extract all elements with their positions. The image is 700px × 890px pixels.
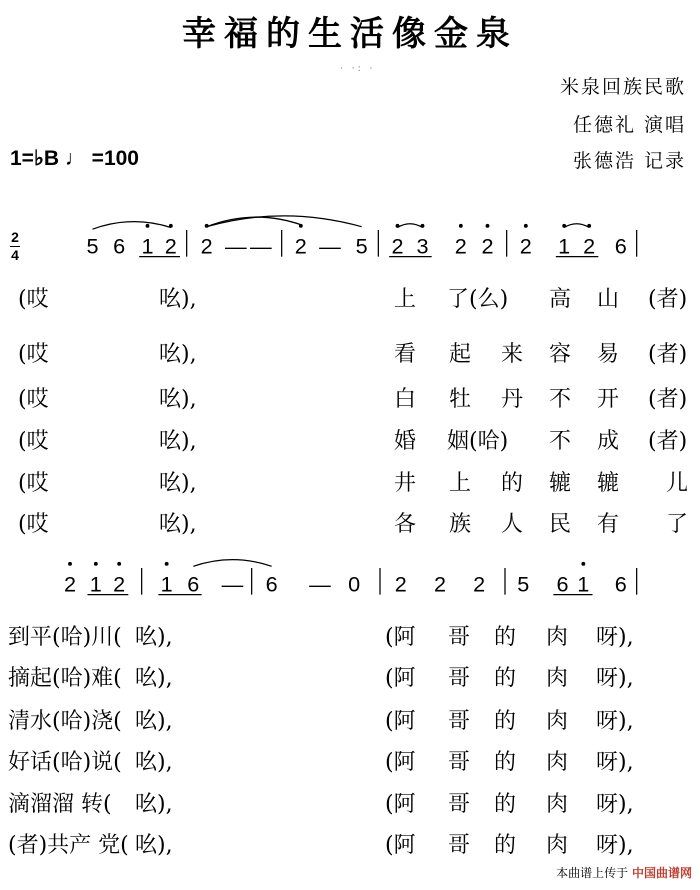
lyric: 白 <box>394 387 417 412</box>
lyric: 的 <box>494 625 517 650</box>
note: 1 <box>160 571 173 597</box>
lyric: 成 <box>597 429 620 454</box>
lyric: 呀), <box>596 833 634 858</box>
lyric: (哎 <box>18 342 49 367</box>
lyric: 呀), <box>596 792 634 817</box>
note: 2 <box>473 571 486 597</box>
note: — <box>319 233 341 259</box>
lyric: (阿 <box>385 709 416 734</box>
lyric: 好话(哈)说( <box>8 750 122 775</box>
lyric: 容 <box>549 342 572 367</box>
lyric: 易 <box>597 342 620 367</box>
note: 2 <box>583 233 596 259</box>
note: 1 <box>558 233 571 259</box>
lyric: 开 <box>597 387 620 412</box>
lyric: 的 <box>494 750 517 775</box>
note: 6 <box>187 571 200 597</box>
scan-noise: · ·: · <box>340 64 376 74</box>
lyric: 吆), <box>159 471 197 496</box>
note: 2 <box>481 233 494 259</box>
note: 5 <box>355 233 368 259</box>
lyric: 不 <box>549 387 572 412</box>
note: — <box>221 571 244 597</box>
lyric: 哥 <box>448 625 471 650</box>
lyric: 丹 <box>501 387 524 412</box>
lyric: 吆), <box>159 342 197 367</box>
lyric: (阿 <box>385 792 416 817</box>
song-title: 幸福的生活像金泉 <box>182 14 518 54</box>
lyric: (阿 <box>385 833 416 858</box>
lyric: 吆), <box>135 833 173 858</box>
note: — <box>250 233 272 259</box>
lyric: 肉 <box>546 833 569 858</box>
note: 2 <box>519 233 532 259</box>
lyric: (者) <box>648 429 688 454</box>
lyric: 哥 <box>448 666 471 691</box>
lyric: 的 <box>494 833 517 858</box>
lyric: 吆), <box>159 387 197 412</box>
credit-singer: 任德礼 演唱 <box>572 114 686 136</box>
credit-origin: 米泉回族民歌 <box>559 76 686 98</box>
lyric: 辘 <box>549 471 572 496</box>
lyric: 看 <box>394 342 417 367</box>
lyric: 了 <box>666 512 689 537</box>
lyric: 人 <box>501 512 524 537</box>
lyric: 吆), <box>135 666 173 691</box>
lyric: 的 <box>494 709 517 734</box>
lyric: (哎 <box>18 429 49 454</box>
lyric: 婚 <box>394 429 417 454</box>
lyric: 吆), <box>135 750 173 775</box>
note: 6 <box>265 571 278 597</box>
lyric: (者) <box>648 287 688 312</box>
lyric: 来 <box>501 342 524 367</box>
note: 2 <box>113 571 126 597</box>
watermark-brand: 中国曲谱网 <box>631 866 692 880</box>
credit-recorder: 张德浩 记录 <box>572 150 686 172</box>
lyric: 呀), <box>596 625 634 650</box>
note: 1 <box>141 233 154 259</box>
lyric: 不 <box>549 429 572 454</box>
staff-row-1 <box>0 210 700 260</box>
lyric: 呀), <box>596 666 634 691</box>
note: 2 <box>433 571 447 597</box>
lyric: 呀), <box>596 750 634 775</box>
lyric: (阿 <box>385 666 416 691</box>
lyric: 吆), <box>135 709 173 734</box>
lyric: 起 <box>449 342 472 367</box>
lyric: 族 <box>449 512 472 537</box>
lyric: 吆), <box>135 625 173 650</box>
time-signature-bottom: 4 <box>11 247 19 263</box>
lyric: 吆), <box>159 287 197 312</box>
lyric: 滴溜溜 转( <box>8 792 112 817</box>
lyric: 呀), <box>596 709 634 734</box>
lyric: 牡 <box>449 387 472 412</box>
note: 1 <box>577 571 590 597</box>
lyric: 上 <box>449 471 472 496</box>
note: 2 <box>394 571 407 597</box>
lyric: 到平(哈)川( <box>8 625 122 650</box>
lyric: 姻(哈) <box>447 429 509 454</box>
note: 2 <box>454 233 467 259</box>
lyric: 有 <box>597 512 620 537</box>
note: 6 <box>614 571 627 597</box>
lyric: 清水(哈)浇( <box>8 709 122 734</box>
lyric: (阿 <box>385 750 416 775</box>
note: 2 <box>200 233 213 259</box>
lyric: (者)共产 党( <box>8 833 129 858</box>
note: 1 <box>89 571 102 597</box>
lyric: (哎 <box>18 287 49 312</box>
lyric: (哎 <box>18 387 49 412</box>
note: 6 <box>113 233 126 259</box>
key-tempo: 1=♭B ♩ =100 <box>10 147 139 170</box>
lyric: 儿 <box>666 471 689 496</box>
lyric: 吆), <box>159 512 197 537</box>
lyric: 民 <box>549 512 572 537</box>
lyric: 了(么) <box>447 287 509 312</box>
lyric: (阿 <box>385 625 416 650</box>
lyric: 哥 <box>448 750 471 775</box>
note: 5 <box>86 233 99 259</box>
note: 2 <box>164 233 177 259</box>
note: — <box>309 571 331 597</box>
site-watermark <box>556 864 692 881</box>
note: 2 <box>294 233 307 259</box>
lyric: 肉 <box>546 709 569 734</box>
watermark-text: 本曲谱上传于 <box>556 866 629 880</box>
staff-row-2 <box>0 548 700 598</box>
lyric: 井 <box>394 471 417 496</box>
lyric: 吆), <box>135 792 173 817</box>
lyric: 上 <box>394 287 417 312</box>
note: 3 <box>416 233 429 259</box>
note: 0 <box>348 571 361 597</box>
note: 2 <box>63 571 77 597</box>
lyric: 肉 <box>546 666 569 691</box>
lyric: 摘起(哈)难( <box>8 666 122 691</box>
lyric: 哥 <box>448 833 471 858</box>
lyric: (者) <box>648 342 688 367</box>
lyric: 哥 <box>448 709 471 734</box>
lyric: 高 <box>549 287 572 312</box>
lyric: 肉 <box>546 625 569 650</box>
lyric: 各 <box>394 512 417 537</box>
lyric: 辘 <box>597 471 620 496</box>
note: — <box>225 233 247 259</box>
note: 6 <box>614 233 627 259</box>
lyric: 哥 <box>448 792 471 817</box>
note: 6 <box>556 571 569 597</box>
note: 2 <box>391 233 404 259</box>
lyric: (者) <box>648 387 688 412</box>
lyric: 吆), <box>159 429 197 454</box>
lyric: 的 <box>494 792 517 817</box>
lyric: 肉 <box>546 792 569 817</box>
lyric: 山 <box>597 287 620 312</box>
note: 5 <box>517 571 530 597</box>
lyric: (哎 <box>18 471 49 496</box>
lyric: 肉 <box>546 750 569 775</box>
time-signature-top: 2 <box>11 229 19 245</box>
lyric: 的 <box>501 471 524 496</box>
lyric: 的 <box>494 666 517 691</box>
lyric: (哎 <box>18 512 49 537</box>
